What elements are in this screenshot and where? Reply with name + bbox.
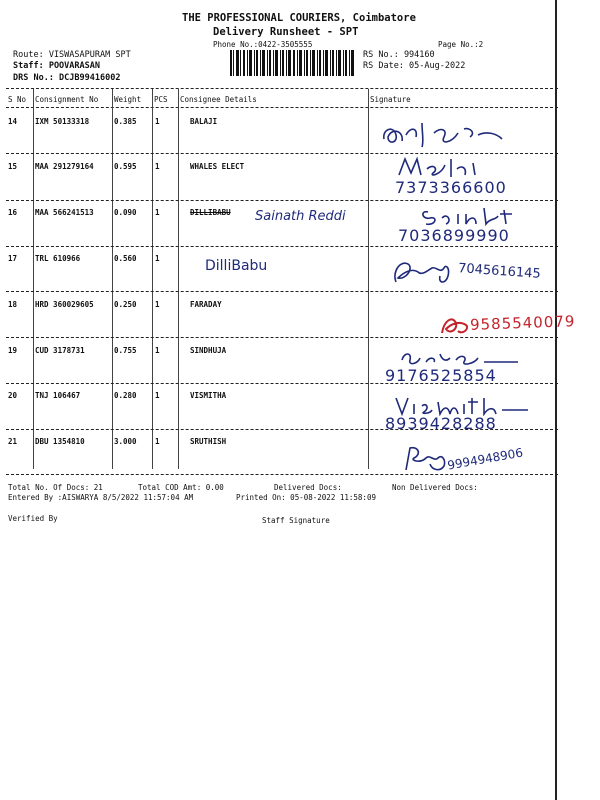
phone-number: Phone No.:0422-3505555 — [213, 40, 313, 49]
row-rule — [6, 200, 558, 201]
signature-scribble — [395, 155, 495, 179]
col-signature: Signature — [370, 95, 411, 104]
staff: Staff: POOVARASAN — [13, 61, 100, 71]
sheet-title: Delivery Runsheet - SPT — [213, 26, 359, 38]
handwritten-phone: 9176525854 — [385, 366, 497, 385]
handwritten-phone: 7373366600 — [395, 178, 507, 197]
row-sno: 17 — [8, 254, 18, 263]
handwritten-name: Sainath Reddi — [255, 209, 346, 224]
row-sno: 15 — [8, 162, 18, 171]
row-pcs: 1 — [155, 437, 160, 446]
row-sno: 20 — [8, 391, 18, 400]
row-consignment: CUD 3178731 — [35, 346, 85, 355]
handwritten-phone: 7045616145 — [457, 261, 542, 282]
handwritten-name: DilliBabu — [205, 258, 268, 274]
row-weight: 0.280 — [114, 391, 137, 400]
entered-by: Entered By :AISWARYA 8/5/2022 11:57:04 AM — [8, 493, 194, 502]
row-consignee: SRUTHISH — [190, 437, 227, 446]
row-weight: 0.560 — [114, 254, 137, 263]
row-pcs: 1 — [155, 391, 160, 400]
route: Route: VISWASAPURAM SPT — [13, 50, 131, 60]
signature-scribble — [400, 444, 450, 474]
row-weight: 0.250 — [114, 300, 137, 309]
row-rule — [6, 337, 558, 338]
total-docs: Total No. Of Docs: 21 — [8, 483, 103, 492]
row-weight: 0.385 — [114, 117, 137, 126]
col-divider — [178, 89, 179, 469]
signature-scribble — [378, 115, 518, 155]
col-consignment: Consignment No — [35, 95, 99, 104]
row-weight: 0.755 — [114, 346, 137, 355]
drs-number: DRS No.: DCJB99416002 — [13, 73, 121, 83]
handwritten-phone: 9994948906 — [446, 445, 524, 473]
col-weight: Weight — [114, 95, 142, 104]
row-consignment: IXM 50133318 — [35, 117, 90, 126]
row-pcs: 1 — [155, 300, 160, 309]
row-consignment: MAA 291279164 — [35, 162, 94, 171]
row-weight: 0.090 — [114, 208, 137, 217]
verified-by: Verified By — [8, 514, 58, 523]
row-consignment: HRD 360029605 — [35, 300, 94, 309]
page-number: Page No.:2 — [438, 40, 484, 49]
header-top-rule — [6, 88, 558, 89]
row-rule — [6, 246, 558, 247]
row-consignment: TNJ 106467 — [35, 391, 81, 400]
rs-number: RS No.: 994160 — [363, 50, 435, 60]
handwritten-phone: 8939428288 — [385, 414, 497, 433]
company-title: THE PROFESSIONAL COURIERS, Coimbatore — [182, 12, 416, 24]
col-pcs: PCS — [154, 95, 168, 104]
printed-on: Printed On: 05-08-2022 11:58:09 — [236, 493, 376, 502]
row-consignment: MAA 566241513 — [35, 208, 94, 217]
row-pcs: 1 — [155, 162, 160, 171]
col-divider — [152, 89, 153, 469]
row-pcs: 1 — [155, 254, 160, 263]
row-consignee: VISMITHA — [190, 391, 227, 400]
row-pcs: 1 — [155, 346, 160, 355]
row-pcs: 1 — [155, 208, 160, 217]
row-consignment: TRL 610966 — [35, 254, 81, 263]
signature-scribble — [398, 348, 528, 368]
staff-signature-label: Staff Signature — [262, 516, 330, 525]
row-weight: 0.595 — [114, 162, 137, 171]
row-sno: 16 — [8, 208, 18, 217]
row-consignee: FARADAY — [190, 300, 222, 309]
row-sno: 21 — [8, 437, 18, 446]
row-rule — [6, 291, 558, 292]
total-cod: Total COD Amt: 0.00 — [138, 483, 224, 492]
col-divider — [368, 89, 369, 469]
signature-scribble — [392, 394, 532, 416]
row-consignee: WHALES ELECT — [190, 162, 245, 171]
col-divider — [33, 89, 34, 469]
signature-scribble — [388, 254, 458, 288]
row-consignee: SINDHUJA — [190, 346, 227, 355]
handwritten-phone: 7036899990 — [398, 226, 510, 245]
page-right-edge — [555, 0, 557, 800]
col-divider — [112, 89, 113, 469]
row-sno: 18 — [8, 300, 18, 309]
row-consignee-struck: DILLIBABU — [190, 208, 231, 217]
barcode — [230, 50, 354, 76]
table-bottom-rule — [6, 474, 558, 475]
row-pcs: 1 — [155, 117, 160, 126]
row-weight: 3.000 — [114, 437, 137, 446]
header-bottom-rule — [6, 107, 558, 108]
delivered-docs: Delivered Docs: — [274, 483, 342, 492]
row-sno: 14 — [8, 117, 18, 126]
non-delivered-docs: Non Delivered Docs: — [392, 483, 478, 492]
rs-date: RS Date: 05-Aug-2022 — [363, 61, 466, 71]
col-consignee: Consignee Details — [180, 95, 257, 104]
col-sno: S No — [8, 95, 27, 104]
row-consignee: BALAJI — [190, 117, 218, 126]
signature-scribble — [438, 313, 472, 339]
signature-scribble — [418, 204, 518, 228]
row-consignment: DBU 1354810 — [35, 437, 85, 446]
handwritten-phone: 9585540079 — [469, 312, 576, 334]
row-sno: 19 — [8, 346, 18, 355]
